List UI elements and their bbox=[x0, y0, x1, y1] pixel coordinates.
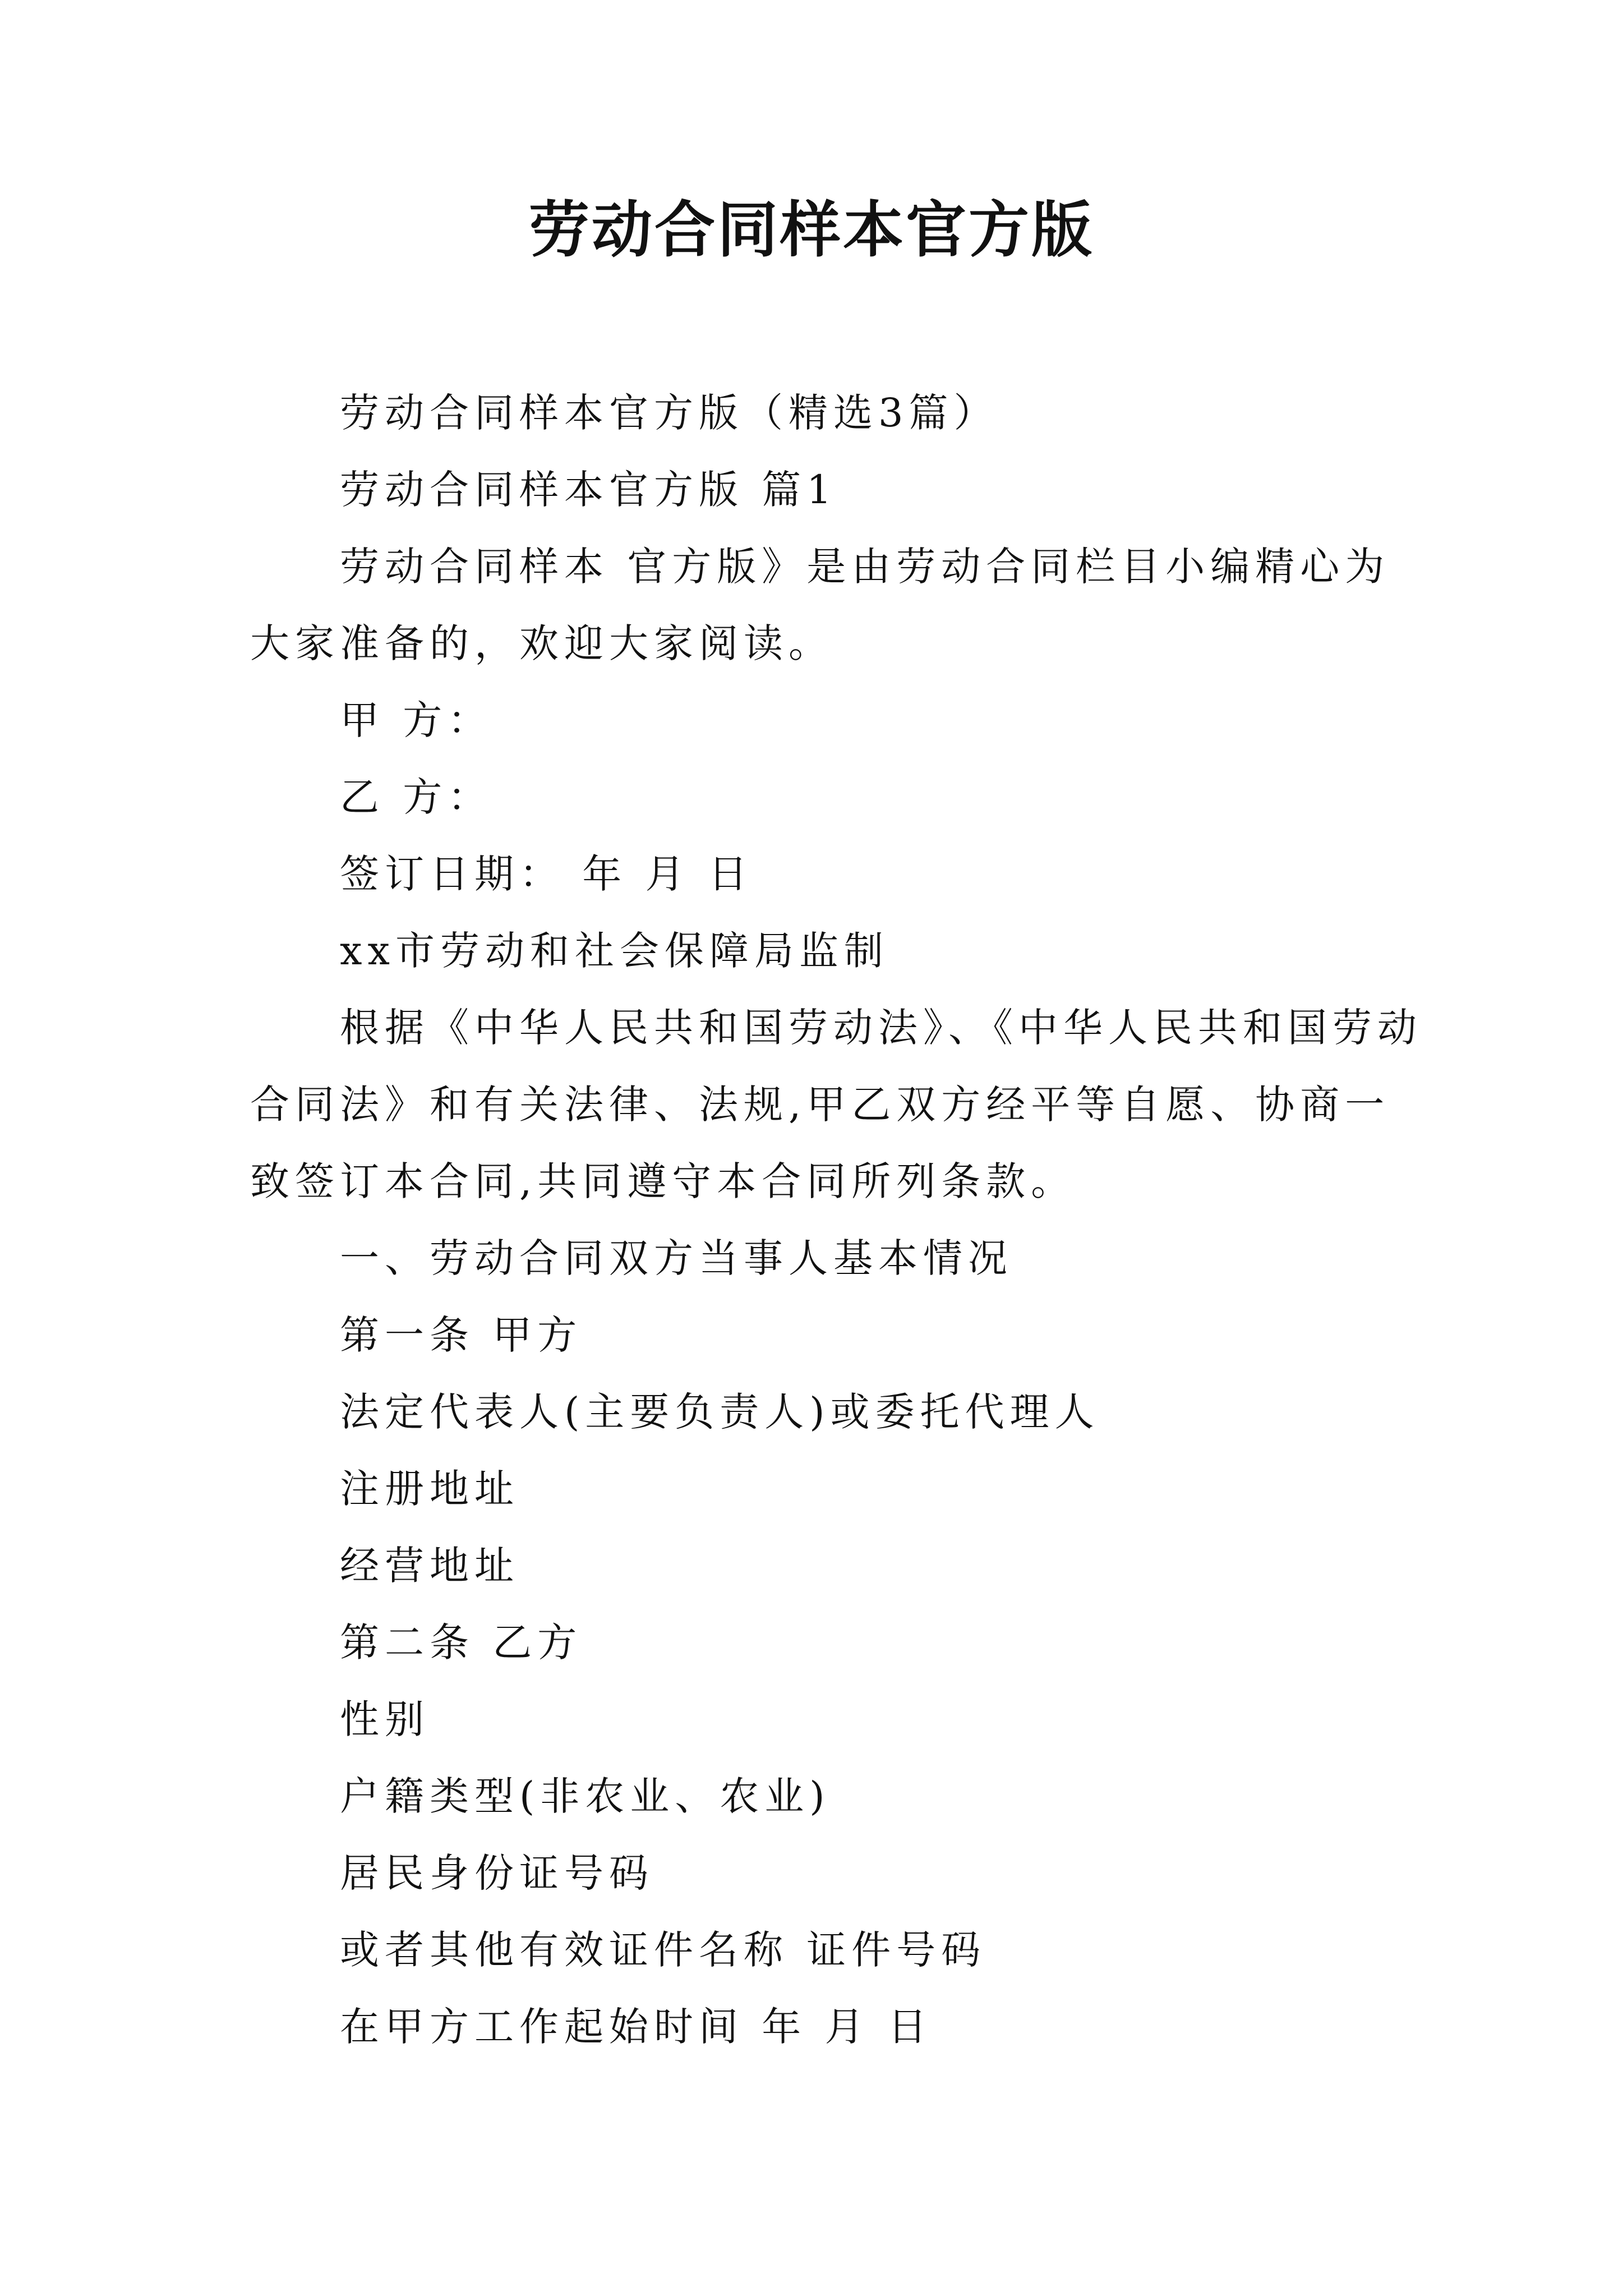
intro-line-2: 大家准备的，欢迎大家阅读。 bbox=[250, 620, 833, 666]
registered-address-line: 注册地址 bbox=[340, 1466, 519, 1512]
document-body bbox=[250, 375, 1422, 2065]
gender-line: 性别 bbox=[340, 1696, 430, 1742]
signing-date-line: 签订日期： 年 月 日 bbox=[340, 851, 753, 897]
subtitle-line: 劳动合同样本官方版（精选3篇） bbox=[340, 390, 999, 436]
preamble-line-2: 合同法》和有关法律、法规,甲乙双方经平等自愿、协商一 bbox=[250, 1082, 1390, 1128]
business-address-line: 经营地址 bbox=[340, 1543, 519, 1589]
document-title: 劳动合同样本官方版 bbox=[528, 195, 1094, 265]
intro-line-1: 劳动合同样本 官方版》是由劳动合同栏目小编精心为 bbox=[340, 544, 1390, 590]
legal-representative-line: 法定代表人(主要负责人)或委托代理人 bbox=[340, 1389, 1100, 1435]
article-one-heading: 第一条 甲方 bbox=[340, 1312, 583, 1358]
article-two-heading: 第二条 乙方 bbox=[340, 1619, 583, 1665]
supervisor-line: xx市劳动和社会保障局监制 bbox=[340, 928, 889, 974]
section-heading: 劳动合同样本官方版 篇1 bbox=[340, 467, 837, 513]
preamble-line-3: 致签订本合同,共同遵守本合同所列条款。 bbox=[250, 1158, 1076, 1204]
party-a-line: 甲 方： bbox=[340, 697, 493, 743]
id-number-line: 居民身份证号码 bbox=[340, 1850, 654, 1896]
party-b-line: 乙 方： bbox=[340, 774, 493, 820]
chapter-one-heading: 一、劳动合同双方当事人基本情况 bbox=[340, 1235, 1013, 1281]
preamble-line-1: 根据《中华人民共和国劳动法》、《中华人民共和国劳动 bbox=[340, 1005, 1422, 1051]
other-id-line: 或者其他有效证件名称 证件号码 bbox=[340, 1927, 986, 1973]
household-type-line: 户籍类型(非农业、农业) bbox=[340, 1773, 831, 1819]
start-date-line: 在甲方工作起始时间 年 月 日 bbox=[340, 2004, 933, 2050]
